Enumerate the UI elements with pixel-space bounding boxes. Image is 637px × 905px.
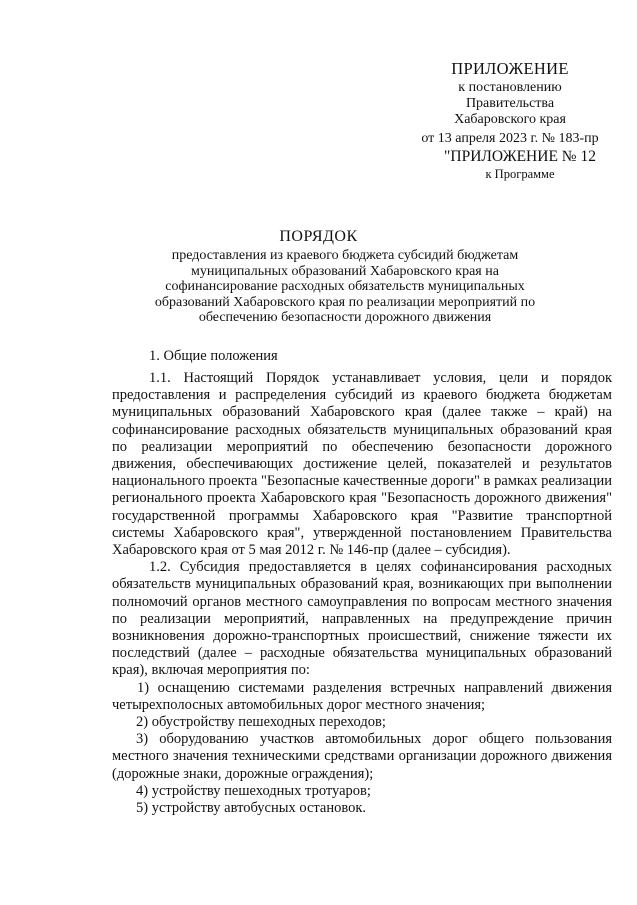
paragraph-1-2: 1.2. Субсидия предоставляется в целях софинансирования расходных обязательств муниципальных образований края, возникающих при выполнении полномочий органов местного самоуправления по вопросам местного значения по реализации мероприятий, направленных на предупреждение причин возникновения дорожно-транспортных происшествий, снижение тяжести их последствий (далее – расходные обязательства муниципальных образований края), включая мероприятия по: <box>112 559 612 679</box>
appendix-line-2: Правительства <box>465 96 555 111</box>
appendix-line-3: Хабаровского края <box>454 112 566 127</box>
list-item: 4) устройству пешеходных тротуаров; <box>136 782 371 799</box>
list-item: 2) обустройству пешеходных переходов; <box>136 714 386 731</box>
list-item: 5) устройству автобусных остановок. <box>136 800 367 817</box>
document-subtitle: предоставления из краевого бюджета субсидий бюджетам муниципальных образований Хабаровского края на софинансирование расходных обязательств муниципальных образований Хабаровского края по реализации мероприятий по обеспечению безопасности дорожного движения <box>154 248 536 325</box>
document-title: ПОРЯДОК <box>279 228 358 245</box>
list-item: 1) оснащению системами разделения встречных направлений движения четырехполосных автомобильных дорог местного значения; <box>112 679 612 713</box>
appendix-12-line: к Программе <box>485 167 555 181</box>
section-heading: 1. Общие положения <box>149 348 278 364</box>
appendix-12-title: "ПРИЛОЖЕНИЕ № 12 <box>444 148 596 165</box>
paragraph-1-1: 1.1. Настоящий Порядок устанавливает условия, цели и порядок предоставления и распределения субсидий из краевого бюджета бюджетам муниципальных образований Хабаровского края (далее также – край) на софинансирование расходных обязательств муниципальных образований края по реализации мероприятий по обеспечению безопасности дорожного движения, обеспечивающих достижение целей, показателей и результатов национального проекта "Безопасные качественные дороги" в рамках реализации регионального проекта Хабаровского края "Безопасность дорожного движения" государственной программы Хабаровского края "Развитие транспортной системы Хабаровского края", утвержденной постановлением Правительства Хабаровского края от 5 мая 2012 г. № 146-пр (далее – субсидия). <box>112 370 612 559</box>
section-body <box>112 370 612 817</box>
appendix-12-header <box>420 148 620 182</box>
appendix-title: ПРИЛОЖЕНИЕ <box>451 59 569 78</box>
appendix-line-1: к постановлению <box>458 80 562 95</box>
list-item: 3) оборудованию участков автомобильных дорог общего пользования местного значения техническими средствами организации дорожного движения (дорожные знаки, дорожные ограждения); <box>112 731 612 782</box>
appendix-date: от 13 апреля 2023 г. № 183-пр <box>421 131 599 146</box>
appendix-header <box>395 58 625 148</box>
